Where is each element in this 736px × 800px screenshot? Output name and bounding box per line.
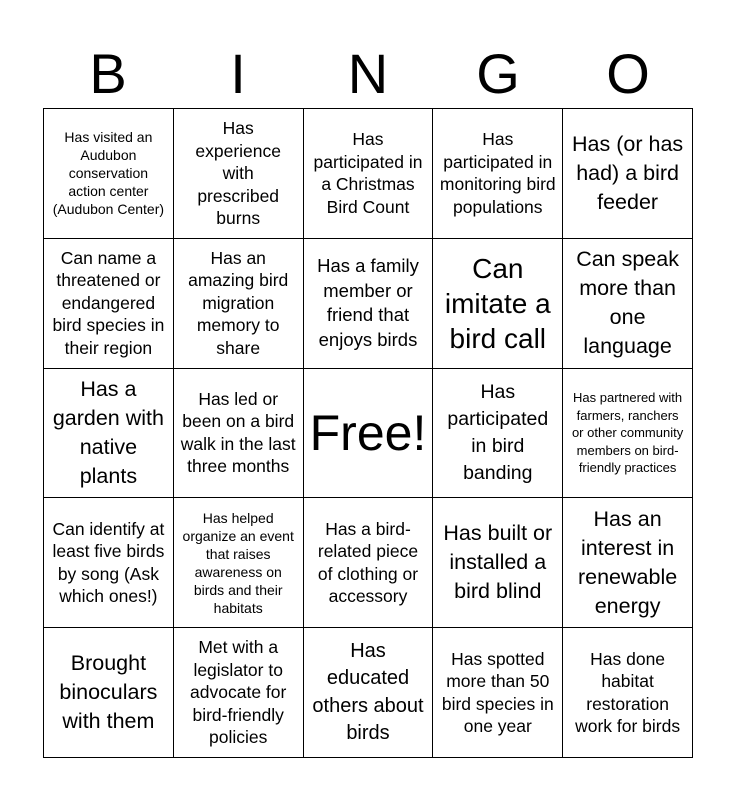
bingo-cell-n1[interactable]	[304, 109, 434, 239]
bingo-cell-o3[interactable]	[563, 369, 693, 499]
bingo-cell-g4[interactable]	[433, 498, 563, 628]
bingo-header	[43, 40, 693, 108]
bingo-cell-g3[interactable]	[433, 369, 563, 499]
bingo-cell-i3[interactable]	[174, 369, 304, 499]
bingo-cell-i2[interactable]	[174, 239, 304, 369]
cell-text: Has helped organize an event that raises awareness on birds and their habitats	[182, 509, 294, 616]
bingo-cell-o2[interactable]	[563, 239, 693, 369]
header-letter-i: I	[230, 42, 246, 105]
bingo-cell-i1[interactable]	[174, 109, 304, 239]
bingo-cell-g1[interactable]	[433, 109, 563, 239]
bingo-cell-o1[interactable]	[563, 109, 693, 239]
bingo-cell-b4[interactable]	[44, 498, 174, 628]
cell-text: Brought binoculars with them	[59, 651, 158, 734]
cell-text: Can speak more than one language	[576, 247, 679, 359]
bingo-cell-b3[interactable]	[44, 369, 174, 499]
header-letter-n: N	[347, 42, 389, 105]
bingo-cell-o5[interactable]	[563, 628, 693, 758]
cell-text: Has experience with prescribed burns	[195, 118, 281, 229]
cell-text: Has visited an Audubon conservation action center (Audubon Center)	[52, 129, 165, 218]
cell-text: Can identify at least five birds by song (Ask which ones!)	[52, 518, 165, 607]
cell-text: Has built or installed a bird blind	[443, 521, 553, 604]
cell-text: Can name a threatened or endangered bird species in their region	[52, 247, 165, 358]
bingo-cell-free[interactable]	[304, 369, 434, 499]
bingo-cell-b2[interactable]	[44, 239, 174, 369]
cell-text: Has a garden with native plants	[52, 376, 164, 488]
header-letter-g: G	[476, 42, 520, 105]
header-letter-b: B	[89, 42, 127, 105]
bingo-cell-g2[interactable]	[433, 239, 563, 369]
bingo-cell-i4[interactable]	[174, 498, 304, 628]
cell-text: Has a bird-related piece of clothing or accessory	[317, 518, 419, 607]
cell-text: Can imitate a bird call	[444, 252, 551, 354]
cell-text: Met with a legislator to advocate for bird-friendly policies	[190, 637, 287, 748]
bingo-cell-b1[interactable]	[44, 109, 174, 239]
cell-text: Has a family member or friend that enjoys birds	[317, 255, 419, 350]
bingo-cell-i5[interactable]	[174, 628, 304, 758]
cell-text: Has an amazing bird migration memory to share	[188, 247, 289, 358]
cell-text: Has participated in monitoring bird populations	[439, 129, 556, 217]
cell-text: Has participated in bird banding	[447, 380, 549, 484]
cell-text: Has educated others about birds	[312, 639, 424, 745]
bingo-cell-n2[interactable]	[304, 239, 434, 369]
bingo-grid	[43, 108, 693, 758]
bingo-cell-n4[interactable]	[304, 498, 434, 628]
free-space-text: Free!	[309, 404, 427, 461]
cell-text: Has an interest in renewable energy	[577, 506, 678, 618]
cell-text: Has done habitat restoration work for birds	[575, 648, 681, 737]
bingo-cell-g5[interactable]	[433, 628, 563, 758]
cell-text: Has spotted more than 50 bird species in one year	[441, 648, 554, 737]
bingo-cell-b5[interactable]	[44, 628, 174, 758]
header-letter-o: O	[606, 42, 650, 105]
bingo-cell-o4[interactable]	[563, 498, 693, 628]
bingo-cell-n5[interactable]	[304, 628, 434, 758]
cell-text: Has (or has had) a bird feeder	[572, 131, 684, 214]
cell-text: Has participated in a Christmas Bird Count	[313, 129, 423, 217]
cell-text: Has led or been on a bird walk in the last three months	[180, 388, 296, 477]
cell-text: Has partnered with farmers, ranchers or other community members on bird-friendly practices	[571, 390, 684, 476]
